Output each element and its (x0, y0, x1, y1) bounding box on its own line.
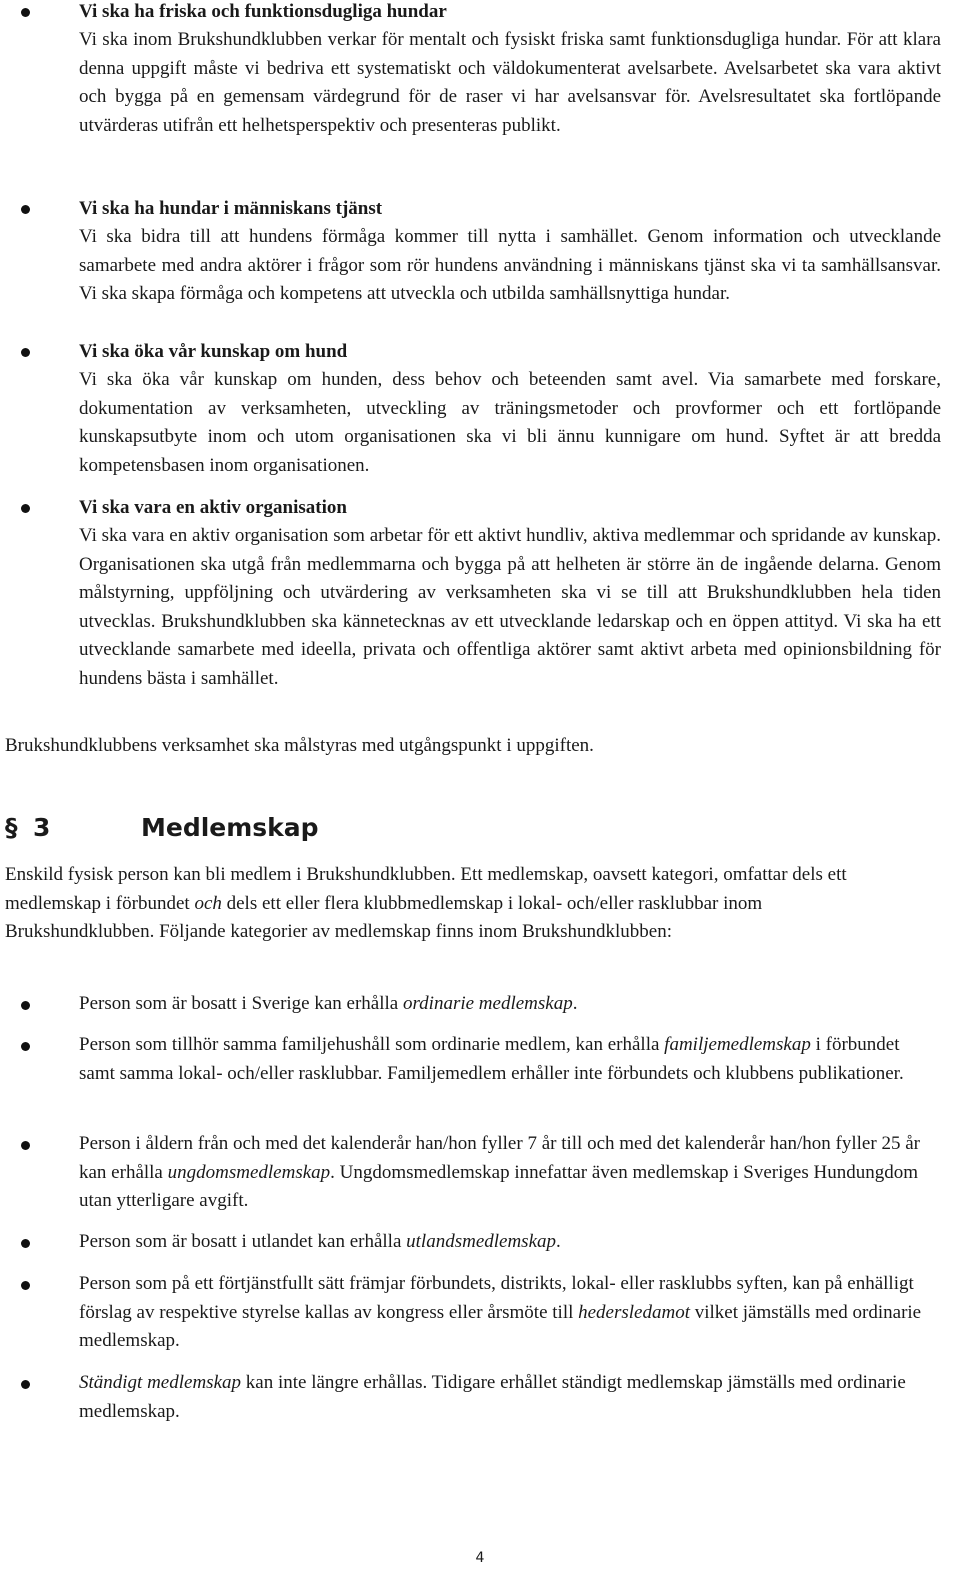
intro-emphasis: och (194, 892, 222, 914)
category-text (79, 1031, 929, 1088)
closing-statement: Brukshundklubbens verksamhet ska målstyras med utgångspunkt i uppgiften. (5, 735, 594, 756)
bullet-icon (21, 1380, 30, 1389)
bullet-icon (21, 8, 30, 17)
category-text (79, 1228, 929, 1257)
category-term: utlandsmedlemskap (406, 1231, 557, 1252)
category-before: Person som på ett förtjänstfullt sätt främjar förbundets, distrikts, lokal- eller rasklubbs syften, kan på enhälligt förslag av respektive styrelse kallas av kongress eller årsmöte till (79, 1273, 914, 1323)
category-text (79, 990, 929, 1019)
category-term: ungdomsmedlemskap (167, 1161, 331, 1183)
goal-body: Vi ska inom Brukshundklubben verkar för mentalt och fysiskt friska samt funktionsdugliga hundar. För att klara denna uppgift måste vi bedriva ett systematiskt och väldokumenterat avelsarbete. Avelsarbetet ska vara aktivt och bygga på en gemensam värdegrund för de raser vi har avelsansvar för. Avelsresultatet ska fortlöpande utvärderas utifrån ett helhetsperspektiv och presenteras publikt. (79, 29, 941, 136)
section-title: Medlemskap (141, 813, 319, 842)
intro-text: Enskild fysisk person kan bli medlem i Brukshundklubben. Ett medlemskap, oavsett kategori, omfattar dels ett medlemskap i förbundet (5, 864, 847, 914)
category-term: hedersledamot (578, 1301, 690, 1323)
category-after: vilket jämställs med ordinarie medlemskap. (79, 1301, 922, 1351)
category-after: . Ungdomsmedlemskap innefattar även medlemskap i Sveriges Hundungdom utan ytterligare avgift. (79, 1161, 918, 1211)
goal-body: Vi ska vara en aktiv organisation som arbetar för ett aktivt hundliv, aktiva medlemmar och spridande av kunskap. Organisationen ska utgå från medlemmarna och bygga på att helheten är större än de ingående delarna. Genom målstyrning, uppföljning och utvärdering av verksamheten ska vi se till att Brukshundklubben hela tiden utvecklas. Brukshundklubben ska kännetecknas av ett utvecklande ledarskap och en öppen attityd. Vi ska ha ett utvecklande samarbete med ideella, privata och offentliga aktörer samt aktivt arbeta med opinionsbildning för hundens bästa i samhället. (79, 525, 941, 689)
category-after: i förbundet samt samma lokal- och/eller rasklubbar. Familjemedlem erhåller inte förbundets och klubbens publikationer. (79, 1034, 904, 1084)
category-text (79, 1369, 929, 1426)
goal-body: Vi ska öka vår kunskap om hunden, dess behov och beteenden samt avel. Via samarbete med forskare, dokumentation av verksamheten, utveckling av träningsmetoder och provformer och ett fortlöpande kunskapsutbyte inom och utom organisationen ska vi bli ännu kunnigare om hund. Syftet är att bredda kompetensbasen inom organisationen. (79, 369, 941, 476)
category-term: Ständigt medlemskap (79, 1372, 242, 1393)
goal-title: Vi ska ha friska och funktionsdugliga hundar (79, 1, 447, 22)
category-after: . (556, 1231, 561, 1252)
category-after: kan inte längre erhållas. Tidigare erhållet ständigt medlemskap jämställs med ordinarie medlemskap. (79, 1372, 906, 1422)
goal-title: Vi ska ha hundar i människans tjänst (79, 198, 383, 219)
category-before: Person som är bosatt i Sverige kan erhålla (79, 993, 403, 1014)
category-after: . (572, 993, 578, 1014)
bullet-icon (21, 205, 30, 214)
category-before: Person som tillhör samma familjehushåll som ordinarie medlem, kan erhålla (79, 1034, 665, 1055)
membership-intro (5, 861, 915, 947)
category-term: familjemedlemskap (664, 1034, 811, 1055)
goal-title: Vi ska vara en aktiv organisation (79, 497, 347, 518)
bullet-icon (21, 1042, 30, 1051)
category-before: Person som är bosatt i utlandet kan erhålla (79, 1231, 407, 1252)
section-symbol: § (5, 813, 18, 842)
goal-title: Vi ska öka vår kunskap om hund (79, 341, 348, 362)
bullet-icon (21, 1239, 30, 1248)
intro-text: dels ett eller flera klubbmedlemskap i lokal- och/eller rasklubbar inom Brukshundklubben. Följande kategorier av medlemskap finns inom Brukshundklubben: (5, 892, 763, 942)
section-number: 3 (33, 813, 51, 842)
bullet-icon (21, 1281, 30, 1290)
bullet-icon (21, 348, 30, 357)
bullet-icon (21, 1141, 30, 1150)
bullet-icon (21, 1001, 30, 1010)
category-before: Person i åldern från och med det kalenderår han/hon fyller 7 år till och med det kalenderår han/hon fyller 25 år kan erhålla (79, 1133, 920, 1183)
page-number: 4 (475, 1550, 485, 1566)
category-text (79, 1130, 929, 1216)
bullet-icon (21, 504, 30, 513)
category-term: ordinarie medlemskap (402, 993, 573, 1014)
category-text (79, 1270, 929, 1356)
goal-body: Vi ska bidra till att hundens förmåga kommer till nytta i samhället. Genom information och utvecklande samarbete med andra aktörer i frågor som rör hundens användning i människans tjänst ska vi ta samhällsansvar. Vi ska skapa förmåga och kompetens att utveckla och utbilda samhällsnyttiga hundar. (79, 226, 941, 304)
